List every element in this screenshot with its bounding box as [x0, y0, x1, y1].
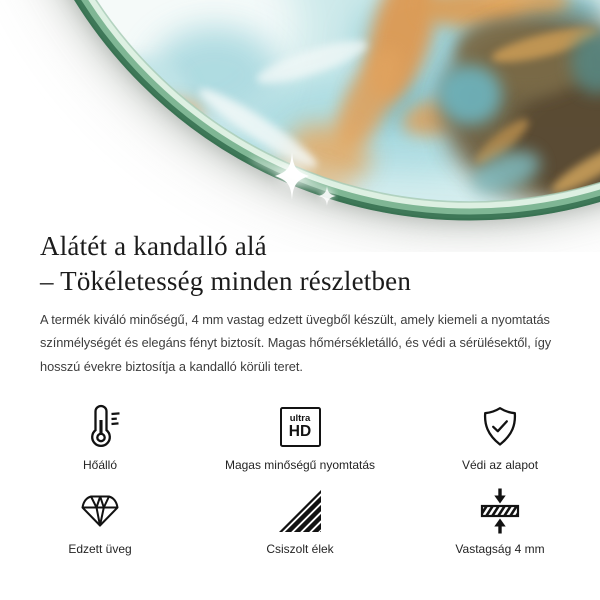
description-line: hosszú évekre biztosítja a kandalló körüli teret. [40, 358, 303, 374]
feature-iconbox [280, 403, 321, 450]
diamond-icon [76, 487, 124, 535]
feature-polished-edges [200, 487, 400, 557]
feature-thickness-4mm [400, 487, 600, 557]
feature-iconbox [76, 403, 124, 450]
feature-iconbox [476, 403, 524, 450]
ultra-hd-icon [280, 407, 321, 447]
page-title-line-2: – Tökéletesség minden részletben [40, 266, 412, 296]
feature-iconbox [276, 487, 324, 534]
feature-iconbox [76, 487, 124, 534]
feature-label: Védi az alapot [461, 458, 539, 472]
thickness-4mm-icon [476, 487, 524, 535]
feature-tempered-glass [0, 487, 200, 557]
polished-edges-icon [276, 487, 324, 535]
page-title-line-1: Alátét a kandalló alá [40, 231, 267, 261]
page-title [40, 229, 411, 299]
feature-label: Magas minőségű nyomtatás [224, 458, 376, 472]
shield-check-icon [476, 403, 524, 451]
product-photo-glass-mat [0, 0, 600, 252]
description-line: színmélységét és elegáns fényt biztosít. Magas hőmérsékletálló, és védi a sérülésektől, így [40, 335, 552, 351]
feature-iconbox [476, 487, 524, 534]
feature-label: Vastagság 4 mm [455, 542, 545, 556]
ultra-hd-icon-text-bottom: HD [288, 423, 312, 440]
feature-label: Edzett üveg [68, 542, 132, 556]
feature-heat-resistant [0, 403, 200, 473]
feature-label: Hőálló [82, 458, 118, 472]
hero-image [0, 0, 600, 252]
feature-protects-base [400, 403, 600, 473]
feature-label: Csiszolt élek [266, 542, 334, 556]
ultra-hd-icon-text-top: ultra [289, 413, 311, 424]
thermometer-icon [76, 403, 124, 451]
product-description [40, 308, 580, 378]
feature-high-quality-print [200, 403, 400, 473]
description-line: A termék kiváló minőségű, 4 mm vastag edzett üvegből készült, amely kiemeli a nyomtatás [40, 312, 550, 327]
feature-grid [0, 403, 600, 557]
